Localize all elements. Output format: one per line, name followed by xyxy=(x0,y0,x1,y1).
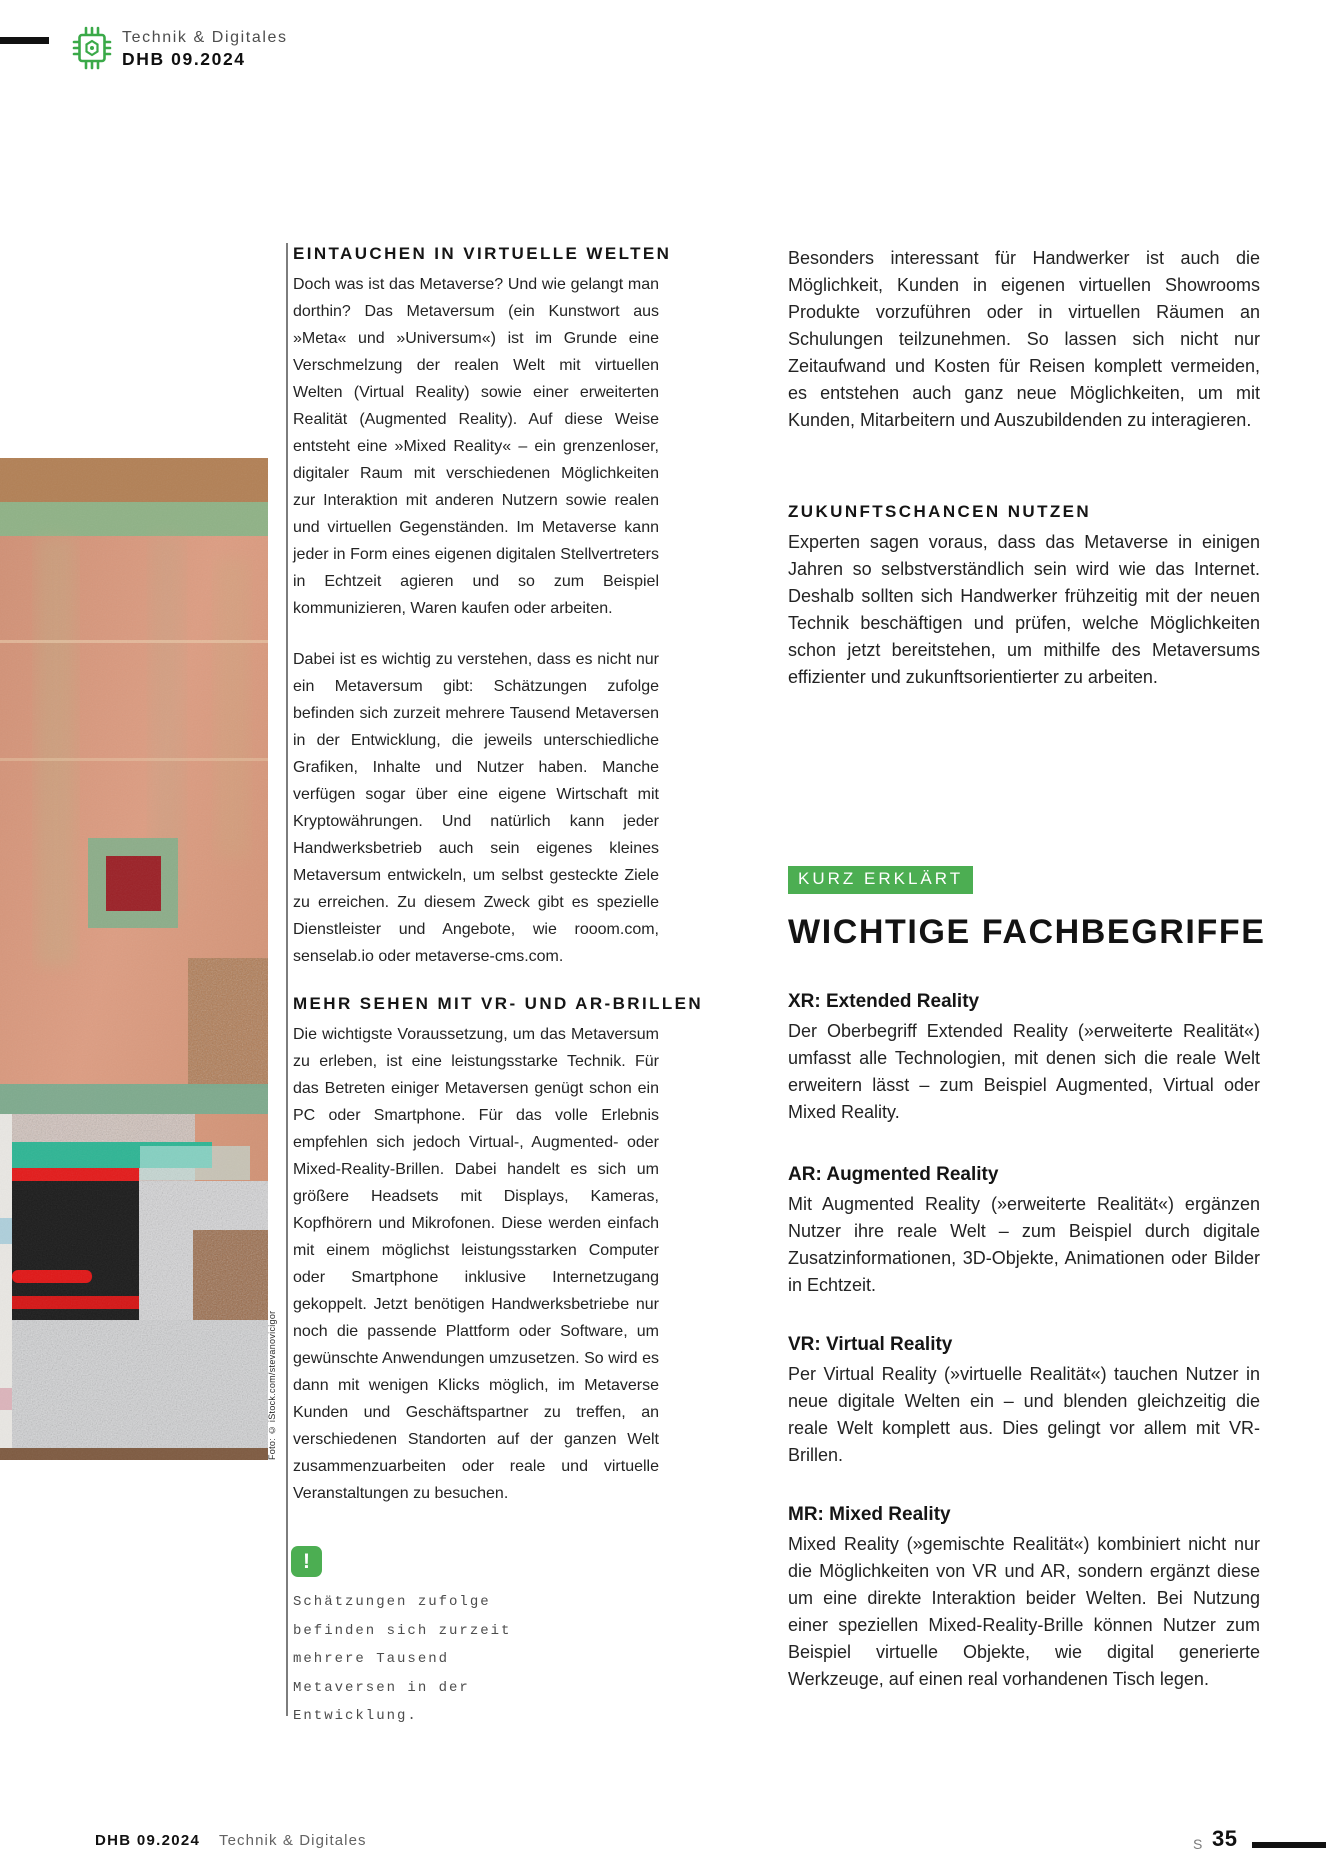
section-kicker: Technik & Digitales xyxy=(122,29,288,46)
term-heading-ar: AR: Augmented Reality xyxy=(788,1164,999,1185)
section-heading-zukunftschancen: ZUKUNFTSCHANCEN NUTZEN xyxy=(788,502,1092,521)
footer-page-number: 35 xyxy=(1212,1826,1238,1851)
top-rule-bar xyxy=(0,37,49,44)
exclamation-icon xyxy=(291,1546,322,1577)
article-paragraph: Die wichtigste Voraussetzung, um das Metaversum zu erleben, ist eine leistungsstarke Technik. Für das Betreten einiger Metaversen genügt schon ein PC oder Smartphone. Für das volle Erlebnis empfehlen sich jedoch Virtual-, Augmented- oder Mixed-Reality-Brillen. Dabei handelt es sich um größere Headsets mit Displays, Kameras, Kopfhörern und Mikrofonen. Diese werden einfach mit einem möglichst leistungsstarken Computer oder Smartphone inklusive Internetzugang gekoppelt. Jetzt benötigen Handwerksbetriebe nur noch die passende Plattform oder Software, um gewünschte Anwendungen umzusetzen. So wird es dann mit wenigen Klicks möglich, im Metaverse Kunden und Geschäftspartner zu treffen, an verschiedenen Standorten auf der ganzen Welt zusammenzuarbeiten oder reale und virtuelle Veranstaltungen zu besuchen. xyxy=(293,1026,659,1502)
glossary-title: WICHTIGE FACHBEGRIFFE xyxy=(788,913,1266,951)
issue-label: DHB 09.2024 xyxy=(122,49,246,69)
term-heading-vr: VR: Virtual Reality xyxy=(788,1334,953,1355)
term-heading-mr: MR: Mixed Reality xyxy=(788,1504,951,1525)
term-heading-xr: XR: Extended Reality xyxy=(788,991,980,1012)
bottom-rule-bar xyxy=(1252,1842,1326,1848)
kurz-erklaert-badge xyxy=(788,866,973,894)
badge-label: KURZ ERKLÄRT xyxy=(788,866,973,894)
glitch-artwork-image xyxy=(0,458,268,1460)
section-heading-virtuelle-welten: EINTAUCHEN IN VIRTUELLE WELTEN xyxy=(293,244,672,263)
photo-credit: Foto: © iStock.com/stevanovicigor xyxy=(267,1310,277,1460)
footer-page-prefix: S xyxy=(1193,1836,1204,1852)
term-definition: Mixed Reality (»gemischte Realität«) kombiniert nicht nur die Möglichkeiten von VR und AR, sondern ergänzt diese um eine direkte Interaktion beider Welten. Bei Nutzung einer speziellen Mixed-Reality-Brille können Nutzer zum Beispiel virtuelle Objekte, wie digital generierte Werkzeuge, auf einen real vorhandenen Tisch legen. xyxy=(788,1534,1260,1689)
article-paragraph: Besonders interessant für Handwerker ist auch die Möglichkeit, Kunden in eigenen virtuellen Showrooms Produkte vorzuführen oder in virtuellen Räumen an Schulungen teilzunehmen. So lassen sich nicht nur Zeitaufwand und Kosten für Reisen komplett vermeiden, es entstehen auch ganz neue Möglichkeiten, um mit Kunden, Mitarbeitern und Auszubildenden zu interagieren. xyxy=(788,248,1260,430)
chip-icon xyxy=(72,26,112,70)
section-heading-vr-ar-brillen: MEHR SEHEN MIT VR- UND AR-BRILLEN xyxy=(293,994,704,1013)
exclamation-glyph: ! xyxy=(303,1549,310,1573)
footer-issue: DHB 09.2024 xyxy=(95,1832,201,1849)
article-paragraph: Doch was ist das Metaverse? Und wie gelangt man dorthin? Das Metaversum (ein Kunstwort aus »Meta« und »Universum«) ist im Grunde eine Verschmelzung der realen Welt mit virtuellen Welten (Virtual Reality) sowie einer erweiterten Realität (Augmented Reality). Auf diese Weise entsteht eine »Mixed Reality« – ein grenzenloser, digitaler Raum mit verschiedenen Möglichkeiten zur Interaktion mit anderen Nutzern sowie realen und virtuellen Gegenständen. Im Metaverse kann jeder in Form eines eigenen digitalen Stellvertreters in Echtzeit agieren und so zum Beispiel kommunizieren, Waren kaufen oder arbeiten. xyxy=(293,276,659,617)
column-divider-rule xyxy=(286,243,288,1716)
article-paragraph: Dabei ist es wichtig zu verstehen, dass es nicht nur ein Metaversum gibt: Schätzungen zufolge befinden sich zurzeit mehrere Tausend Metaversen in der Entwicklung, die jeweils unterschiedliche Grafiken, Inhalte und Nutzer haben. Manche verfügen sogar über eine eigene Wirtschaft mit Kryptowährungen. Und natürlich kann jeder Handwerksbetrieb auch sein eigenes kleines Metaversum entwickeln, um selbst gesteckte Ziele zu erreichen. Zu diesem Zweck gibt es spezielle Dienstleister und Angebote, wie rooom.com, senselab.io oder metaverse-cms.com. xyxy=(293,651,659,965)
term-definition: Der Oberbegriff Extended Reality (»erweiterte Realität«) umfasst alle Technologien, mit denen sich die reale Welt erweitern lässt – zum Beispiel Augmented, Virtual oder Mixed Reality. xyxy=(788,1021,1260,1122)
term-definition: Mit Augmented Reality (»erweiterte Realität«) ergänzen Nutzer ihre reale Welt – zum Beispiel durch digitale Zusatzinformationen, 3D-Objekte, Animationen oder Bilder in Echtzeit. xyxy=(788,1194,1260,1295)
article-paragraph: Experten sagen voraus, dass das Metaverse in einigen Jahren so selbstverständlich sein wird wie das Internet. Deshalb sollten sich Handwerker frühzeitig mit der neuen Technik beschäftigen und prüfen, welche Möglichkeiten schon jetzt bereitstehen, um mithilfe des Metaversums effizienter und zukunftsorientierter zu arbeiten. xyxy=(788,532,1260,687)
callout-quote: Schätzungen zufolge befinden sich zurzeit mehrere Tausend Metaversen in der Entwicklung. xyxy=(293,1594,512,1724)
term-definition: Per Virtual Reality (»virtuelle Realität«) tauchen Nutzer in neue digitale Welten ein – und blenden gleichzeitig die reale Welt komplett aus. Dies gelingt vor allem mit VR-Brillen. xyxy=(788,1364,1260,1465)
footer-section: Technik & Digitales xyxy=(219,1832,367,1849)
